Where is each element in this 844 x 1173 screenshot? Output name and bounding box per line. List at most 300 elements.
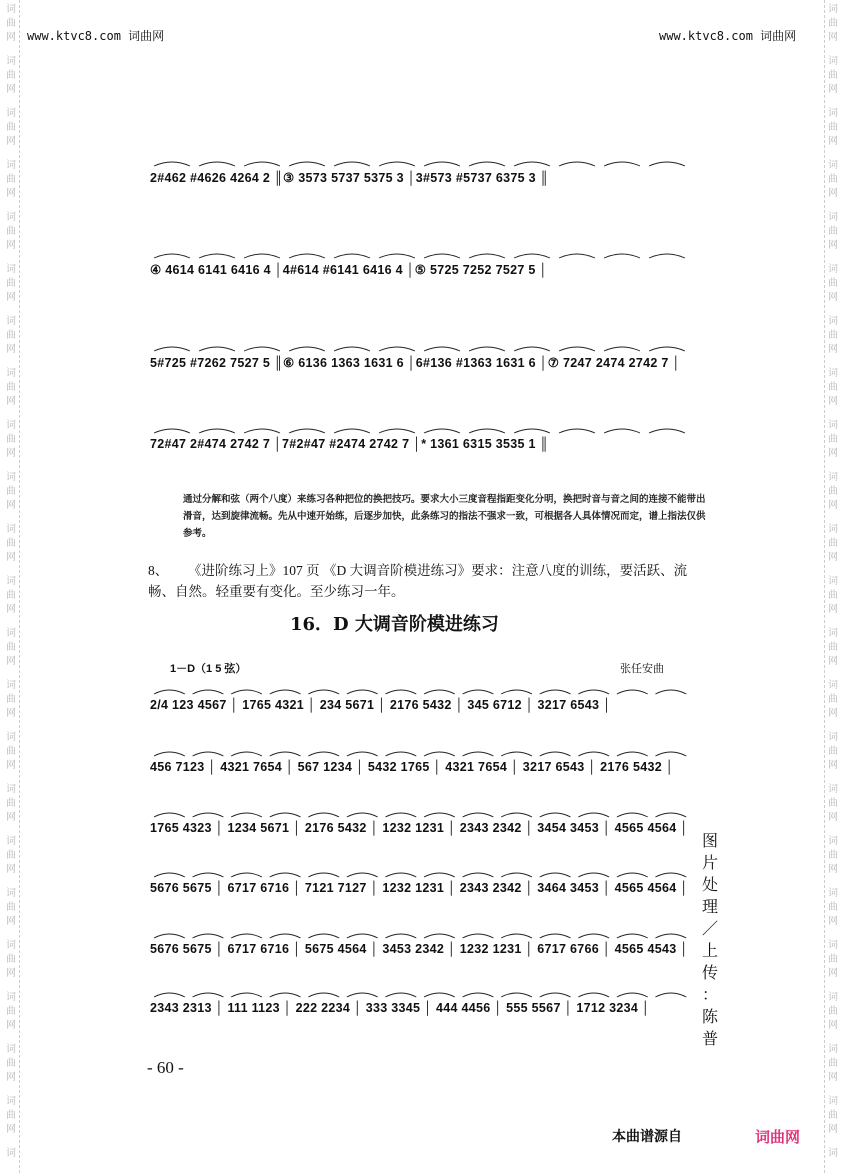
watermark-glyph: 词 bbox=[6, 628, 16, 639]
slur bbox=[424, 993, 455, 997]
slur bbox=[347, 934, 378, 938]
staff-notes: 1765 4323 │ 1234 5671 │ 2176 5432 │ 1232 1231 │ 2343 2342 │ 3454 3453 │ 4565 4564 │ bbox=[150, 821, 689, 835]
slur bbox=[154, 813, 185, 817]
slur bbox=[649, 347, 685, 351]
slur bbox=[193, 813, 224, 817]
watermark-glyph: 网 bbox=[6, 344, 16, 355]
slur bbox=[199, 162, 235, 166]
slur bbox=[463, 873, 494, 877]
slur bbox=[379, 162, 415, 166]
watermark-glyph: 词 bbox=[6, 1096, 16, 1107]
watermark-glyph: 网 bbox=[828, 188, 838, 199]
watermark-glyph: 网 bbox=[6, 136, 16, 147]
slur bbox=[270, 934, 301, 938]
watermark-glyph: 曲 bbox=[6, 70, 16, 81]
slur bbox=[501, 752, 532, 756]
slur bbox=[334, 254, 370, 258]
watermark-glyph: 曲 bbox=[6, 486, 16, 497]
slur bbox=[154, 429, 190, 433]
slur-marks bbox=[150, 987, 710, 1017]
staff-notes: 456 7123 │ 4321 7654 │ 567 1234 │ 5432 1765 │ 4321 7654 │ 3217 6543 │ 2176 5432 │ bbox=[150, 760, 674, 774]
slur bbox=[231, 752, 262, 756]
slur bbox=[578, 934, 609, 938]
watermark-glyph: 曲 bbox=[828, 954, 838, 965]
slur bbox=[578, 873, 609, 877]
watermark-glyph: 词 bbox=[828, 524, 838, 535]
slur-marks bbox=[150, 341, 710, 371]
watermark-glyph: 网 bbox=[828, 1124, 838, 1135]
footer-brand-logo[interactable]: 词曲网 bbox=[755, 1128, 801, 1146]
slur bbox=[154, 873, 185, 877]
watermark-glyph: 网 bbox=[6, 1124, 16, 1135]
watermark-glyph: 词 bbox=[6, 108, 16, 119]
watermark-glyph: 曲 bbox=[6, 694, 16, 705]
watermark-glyph: 词 bbox=[828, 420, 838, 431]
slur bbox=[540, 993, 571, 997]
slur bbox=[604, 162, 640, 166]
watermark-glyph: 曲 bbox=[828, 434, 838, 445]
watermark-glyph: 网 bbox=[828, 32, 838, 43]
watermark-glyph: 曲 bbox=[828, 902, 838, 913]
slur bbox=[559, 347, 595, 351]
slur bbox=[231, 873, 262, 877]
watermark-glyph: 曲 bbox=[6, 642, 16, 653]
credit-char: 处 bbox=[701, 875, 718, 894]
watermark-glyph: 词 bbox=[828, 316, 838, 327]
slur bbox=[385, 934, 416, 938]
watermark-glyph: 曲 bbox=[828, 122, 838, 133]
slur bbox=[154, 934, 185, 938]
slur bbox=[578, 752, 609, 756]
watermark-glyph: 网 bbox=[828, 864, 838, 875]
slur bbox=[244, 429, 280, 433]
slur bbox=[514, 254, 550, 258]
watermark-glyph: 网 bbox=[828, 656, 838, 667]
slur bbox=[469, 429, 505, 433]
watermark-glyph: 词 bbox=[6, 732, 16, 743]
watermark-glyph: 词 bbox=[828, 264, 838, 275]
slur-marks bbox=[150, 684, 710, 714]
watermark-glyph: 网 bbox=[828, 916, 838, 927]
slur bbox=[540, 752, 571, 756]
slur-marks bbox=[150, 867, 710, 897]
watermark-glyph: 词 bbox=[828, 576, 838, 587]
staff-notes: 5676 5675 │ 6717 6716 │ 5675 4564 │ 3453 2342 │ 1232 1231 │ 6717 6766 │ 4565 4543 │ bbox=[150, 942, 689, 956]
slur bbox=[540, 690, 571, 694]
slur bbox=[501, 993, 532, 997]
watermark-glyph: 词 bbox=[828, 784, 838, 795]
slur bbox=[578, 813, 609, 817]
watermark-glyph: 网 bbox=[6, 708, 16, 719]
slur bbox=[154, 162, 190, 166]
slur bbox=[308, 993, 339, 997]
watermark-glyph: 网 bbox=[6, 864, 16, 875]
slur bbox=[385, 752, 416, 756]
slur bbox=[154, 347, 190, 351]
slur bbox=[308, 690, 339, 694]
slur bbox=[308, 873, 339, 877]
slur bbox=[334, 162, 370, 166]
slur bbox=[655, 993, 686, 997]
slur bbox=[617, 993, 648, 997]
watermark-glyph: 网 bbox=[6, 812, 16, 823]
slur bbox=[604, 429, 640, 433]
slur bbox=[347, 690, 378, 694]
staff-notes: 2/4 123 4567 │ 1765 4321 │ 234 5671 │ 2176 5432 │ 345 6712 │ 3217 6543 │ bbox=[150, 698, 612, 712]
header-url-left[interactable]: www.ktvc8.com 词曲网 bbox=[27, 29, 165, 43]
slur bbox=[501, 690, 532, 694]
slur bbox=[463, 813, 494, 817]
watermark-glyph: 曲 bbox=[828, 18, 838, 29]
slur bbox=[604, 254, 640, 258]
slur bbox=[424, 690, 455, 694]
watermark-glyph: 词 bbox=[828, 1148, 838, 1159]
watermark-glyph: 网 bbox=[6, 448, 16, 459]
watermark-glyph: 词 bbox=[6, 4, 16, 15]
watermark-glyph: 曲 bbox=[6, 226, 16, 237]
slur bbox=[379, 429, 415, 433]
watermark-glyph: 曲 bbox=[6, 174, 16, 185]
slur-marks bbox=[150, 746, 710, 776]
slur bbox=[540, 873, 571, 877]
requirement-text: 《进阶练习上》107 页 《D 大调音阶模进练习》要求：注意八度的训练，要活跃、流畅、自然。轻重要有变化。至少练习一年。 bbox=[148, 563, 688, 599]
watermark-glyph: 网 bbox=[828, 552, 838, 563]
watermark-glyph: 网 bbox=[6, 188, 16, 199]
watermark-glyph: 曲 bbox=[828, 694, 838, 705]
staff-notes: 72#47 2#474 2742 7 │7#2#47 #2474 2742 7 │* 1361 6315 3535 1 ║ bbox=[150, 437, 549, 451]
watermark-glyph: 网 bbox=[828, 292, 838, 303]
slur bbox=[469, 162, 505, 166]
slur bbox=[655, 813, 686, 817]
watermark-glyph: 词 bbox=[828, 1044, 838, 1055]
watermark-glyph: 曲 bbox=[6, 746, 16, 757]
watermark-glyph: 网 bbox=[6, 552, 16, 563]
slur bbox=[244, 162, 280, 166]
slur bbox=[385, 690, 416, 694]
slur bbox=[270, 690, 301, 694]
requirement-index: 8、 bbox=[148, 563, 169, 578]
watermark-glyph: 曲 bbox=[6, 590, 16, 601]
right-watermark-strip bbox=[822, 0, 844, 1173]
slur-marks bbox=[150, 807, 710, 837]
watermark-glyph: 词 bbox=[828, 56, 838, 67]
slur bbox=[193, 690, 224, 694]
slur bbox=[424, 873, 455, 877]
staff-notes: 5#725 #7262 7527 5 ║⑥ 6136 1363 1631 6 │6#136 #1363 1631 6 │⑦ 7247 2474 2742 7 │ bbox=[150, 356, 681, 370]
watermark-glyph: 词 bbox=[828, 940, 838, 951]
watermark-glyph: 词 bbox=[6, 420, 16, 431]
composer: 张任安曲 bbox=[620, 663, 664, 675]
credit-char: 图 bbox=[701, 831, 718, 850]
slur bbox=[649, 429, 685, 433]
watermark-glyph: 网 bbox=[828, 448, 838, 459]
watermark-glyph: 曲 bbox=[6, 1006, 16, 1017]
slur bbox=[385, 873, 416, 877]
slur bbox=[199, 254, 235, 258]
slur bbox=[308, 752, 339, 756]
slur bbox=[289, 254, 325, 258]
watermark-glyph: 网 bbox=[6, 396, 16, 407]
slur bbox=[199, 429, 235, 433]
watermark-glyph: 曲 bbox=[828, 590, 838, 601]
watermark-glyph: 曲 bbox=[828, 1058, 838, 1069]
slur bbox=[540, 934, 571, 938]
watermark-glyph: 网 bbox=[6, 240, 16, 251]
watermark-glyph: 网 bbox=[6, 916, 16, 927]
watermark-glyph: 网 bbox=[828, 396, 838, 407]
slur bbox=[649, 162, 685, 166]
watermark-glyph: 词 bbox=[6, 576, 16, 587]
watermark-glyph: 词 bbox=[828, 108, 838, 119]
page-number: - 60 - bbox=[147, 1058, 184, 1077]
watermark-glyph: 词 bbox=[6, 472, 16, 483]
watermark-glyph: 网 bbox=[6, 292, 16, 303]
requirement-paragraph bbox=[148, 560, 708, 602]
slur bbox=[463, 934, 494, 938]
slur-marks bbox=[150, 248, 710, 278]
slur bbox=[501, 934, 532, 938]
slur bbox=[385, 813, 416, 817]
watermark-glyph: 曲 bbox=[6, 278, 16, 289]
slur bbox=[154, 690, 185, 694]
slur bbox=[514, 429, 550, 433]
watermark-glyph: 网 bbox=[828, 760, 838, 771]
watermark-glyph: 曲 bbox=[6, 18, 16, 29]
watermark-glyph: 词 bbox=[6, 160, 16, 171]
slur bbox=[655, 934, 686, 938]
slur bbox=[231, 993, 262, 997]
watermark-glyph: 曲 bbox=[828, 70, 838, 81]
slur bbox=[347, 873, 378, 877]
slur bbox=[424, 429, 460, 433]
footer-source-label: 本曲谱源自 bbox=[612, 1129, 682, 1145]
watermark-glyph: 词 bbox=[6, 264, 16, 275]
watermark-glyph: 曲 bbox=[6, 954, 16, 965]
slur bbox=[424, 254, 460, 258]
watermark-glyph: 曲 bbox=[828, 278, 838, 289]
credit-char: 片 bbox=[701, 853, 718, 872]
slur bbox=[270, 993, 301, 997]
slur bbox=[463, 752, 494, 756]
slur bbox=[617, 690, 648, 694]
watermark-glyph: 网 bbox=[828, 968, 838, 979]
piece-title: 16．D 大调音阶模进练习 bbox=[290, 614, 499, 635]
slur bbox=[604, 347, 640, 351]
slur bbox=[379, 347, 415, 351]
watermark-glyph: 词 bbox=[828, 160, 838, 171]
slur bbox=[231, 934, 262, 938]
watermark-glyph: 词 bbox=[6, 836, 16, 847]
watermark-glyph: 词 bbox=[6, 212, 16, 223]
watermark-glyph: 词 bbox=[6, 680, 16, 691]
slur bbox=[289, 429, 325, 433]
slur bbox=[578, 690, 609, 694]
staff-notes: ④ 4614 6141 6416 4 │4#614 #6141 6416 4 │⑤ 5725 7252 7527 5 │ bbox=[150, 263, 548, 277]
slur bbox=[617, 813, 648, 817]
slur bbox=[617, 873, 648, 877]
slur-marks bbox=[150, 928, 710, 958]
slur bbox=[193, 873, 224, 877]
watermark-glyph: 网 bbox=[6, 84, 16, 95]
slur bbox=[385, 993, 416, 997]
watermark-glyph: 词 bbox=[6, 888, 16, 899]
slur bbox=[424, 752, 455, 756]
left-watermark-strip bbox=[0, 0, 22, 1173]
staff-notes: 2#462 #4626 4264 2 ║③ 3573 5737 5375 3 │3#573 #5737 6375 3 ║ bbox=[150, 171, 549, 185]
watermark-glyph: 词 bbox=[828, 680, 838, 691]
watermark-glyph: 曲 bbox=[6, 850, 16, 861]
slur bbox=[334, 429, 370, 433]
watermark-glyph: 网 bbox=[6, 968, 16, 979]
watermark-glyph: 网 bbox=[6, 500, 16, 511]
slur bbox=[463, 993, 494, 997]
slur bbox=[559, 162, 595, 166]
watermark-glyph: 曲 bbox=[6, 382, 16, 393]
slur bbox=[270, 752, 301, 756]
watermark-glyph: 网 bbox=[828, 1020, 838, 1031]
slur bbox=[463, 690, 494, 694]
watermark-glyph: 曲 bbox=[6, 434, 16, 445]
watermark-glyph: 曲 bbox=[6, 330, 16, 341]
watermark-glyph: 曲 bbox=[828, 486, 838, 497]
slur bbox=[154, 752, 185, 756]
slur bbox=[469, 347, 505, 351]
watermark-glyph: 曲 bbox=[828, 850, 838, 861]
key-signature: 1－D（1 5 弦） bbox=[170, 663, 247, 675]
watermark-glyph: 曲 bbox=[6, 798, 16, 809]
slur bbox=[231, 690, 262, 694]
staff-notes: 5676 5675 │ 6717 6716 │ 7121 7127 │ 1232 1231 │ 2343 2342 │ 3464 3453 │ 4565 4564 │ bbox=[150, 881, 689, 895]
slur bbox=[193, 934, 224, 938]
credit-char: ： bbox=[701, 985, 718, 1004]
watermark-glyph: 网 bbox=[6, 604, 16, 615]
watermark-glyph: 曲 bbox=[828, 226, 838, 237]
slur bbox=[655, 752, 686, 756]
watermark-glyph: 曲 bbox=[828, 1110, 838, 1121]
watermark-glyph: 网 bbox=[828, 344, 838, 355]
slur bbox=[655, 690, 686, 694]
watermark-glyph: 网 bbox=[6, 1020, 16, 1031]
slur bbox=[514, 162, 550, 166]
slur-marks bbox=[150, 156, 710, 186]
slur bbox=[559, 254, 595, 258]
watermark-glyph: 曲 bbox=[828, 174, 838, 185]
credit-char: 理 bbox=[701, 897, 718, 916]
slur bbox=[617, 752, 648, 756]
slur bbox=[578, 993, 609, 997]
header-url-right[interactable]: www.ktvc8.com 词曲网 bbox=[659, 29, 797, 43]
watermark-glyph: 网 bbox=[828, 708, 838, 719]
watermark-glyph: 曲 bbox=[6, 1110, 16, 1121]
watermark-glyph: 词 bbox=[6, 316, 16, 327]
slur-marks bbox=[150, 423, 710, 453]
slur bbox=[270, 813, 301, 817]
watermark-glyph: 词 bbox=[828, 4, 838, 15]
watermark-glyph: 网 bbox=[828, 812, 838, 823]
watermark-glyph: 词 bbox=[6, 368, 16, 379]
credit-char: ／ bbox=[701, 919, 718, 938]
slur bbox=[154, 254, 190, 258]
slur bbox=[379, 254, 415, 258]
staff-notes: 2343 2313 │ 111 1123 │ 222 2234 │ 333 3345 │ 444 4456 │ 555 5567 │ 1712 3234 │ bbox=[150, 1001, 651, 1015]
slur bbox=[514, 347, 550, 351]
watermark-glyph: 网 bbox=[828, 240, 838, 251]
slur bbox=[424, 162, 460, 166]
slur bbox=[334, 347, 370, 351]
slur bbox=[424, 934, 455, 938]
watermark-glyph: 词 bbox=[828, 472, 838, 483]
slur bbox=[231, 813, 262, 817]
slur bbox=[424, 813, 455, 817]
watermark-glyph: 词 bbox=[828, 992, 838, 1003]
watermark-glyph: 曲 bbox=[828, 382, 838, 393]
credit-char: 传 bbox=[701, 963, 718, 982]
slur bbox=[501, 813, 532, 817]
watermark-glyph: 曲 bbox=[828, 798, 838, 809]
slur bbox=[501, 873, 532, 877]
watermark-glyph: 词 bbox=[828, 212, 838, 223]
credit-char: 上 bbox=[701, 941, 718, 960]
watermark-glyph: 网 bbox=[6, 1072, 16, 1083]
watermark-glyph: 词 bbox=[6, 1044, 16, 1055]
slur bbox=[617, 934, 648, 938]
watermark-glyph: 网 bbox=[828, 84, 838, 95]
watermark-glyph: 网 bbox=[828, 604, 838, 615]
watermark-glyph: 网 bbox=[828, 1072, 838, 1083]
exercise-note: 通过分解和弦（两个八度）来练习各种把位的换把技巧。要求大小三度音程指距变化分明，换把时音与音之间的连接不能带出滑音，达到旋律流畅。先从中速开始练，后逐步加快，此条练习的指法不强求一致，可根据各人具体情况而定，谱上指法仅供参考。 bbox=[183, 494, 706, 539]
watermark-glyph: 词 bbox=[828, 732, 838, 743]
credit-char: 普 bbox=[701, 1029, 718, 1048]
slur bbox=[540, 813, 571, 817]
slur bbox=[347, 752, 378, 756]
slur bbox=[308, 934, 339, 938]
credit-char: 陈 bbox=[701, 1007, 718, 1026]
watermark-glyph: 词 bbox=[6, 56, 16, 67]
watermark-glyph: 曲 bbox=[828, 538, 838, 549]
watermark-glyph: 词 bbox=[6, 1148, 16, 1159]
slur bbox=[347, 813, 378, 817]
watermark-glyph: 词 bbox=[6, 992, 16, 1003]
slur bbox=[649, 254, 685, 258]
slur bbox=[347, 993, 378, 997]
slur bbox=[289, 162, 325, 166]
slur bbox=[199, 347, 235, 351]
watermark-glyph: 词 bbox=[828, 628, 838, 639]
watermark-glyph: 曲 bbox=[6, 538, 16, 549]
slur bbox=[154, 993, 185, 997]
watermark-glyph: 曲 bbox=[828, 330, 838, 341]
watermark-glyph: 曲 bbox=[828, 642, 838, 653]
slur bbox=[559, 429, 595, 433]
watermark-glyph: 网 bbox=[6, 656, 16, 667]
slur bbox=[469, 254, 505, 258]
slur bbox=[193, 993, 224, 997]
slur bbox=[424, 347, 460, 351]
slur bbox=[289, 347, 325, 351]
vertical-credit bbox=[700, 830, 720, 1050]
watermark-glyph: 曲 bbox=[6, 902, 16, 913]
watermark-glyph: 词 bbox=[828, 1096, 838, 1107]
watermark-glyph: 曲 bbox=[828, 746, 838, 757]
slur bbox=[244, 347, 280, 351]
watermark-glyph: 网 bbox=[6, 32, 16, 43]
slur bbox=[308, 813, 339, 817]
watermark-glyph: 曲 bbox=[6, 1058, 16, 1069]
watermark-glyph: 词 bbox=[828, 836, 838, 847]
watermark-glyph: 词 bbox=[6, 524, 16, 535]
watermark-glyph: 曲 bbox=[828, 1006, 838, 1017]
watermark-glyph: 词 bbox=[6, 784, 16, 795]
